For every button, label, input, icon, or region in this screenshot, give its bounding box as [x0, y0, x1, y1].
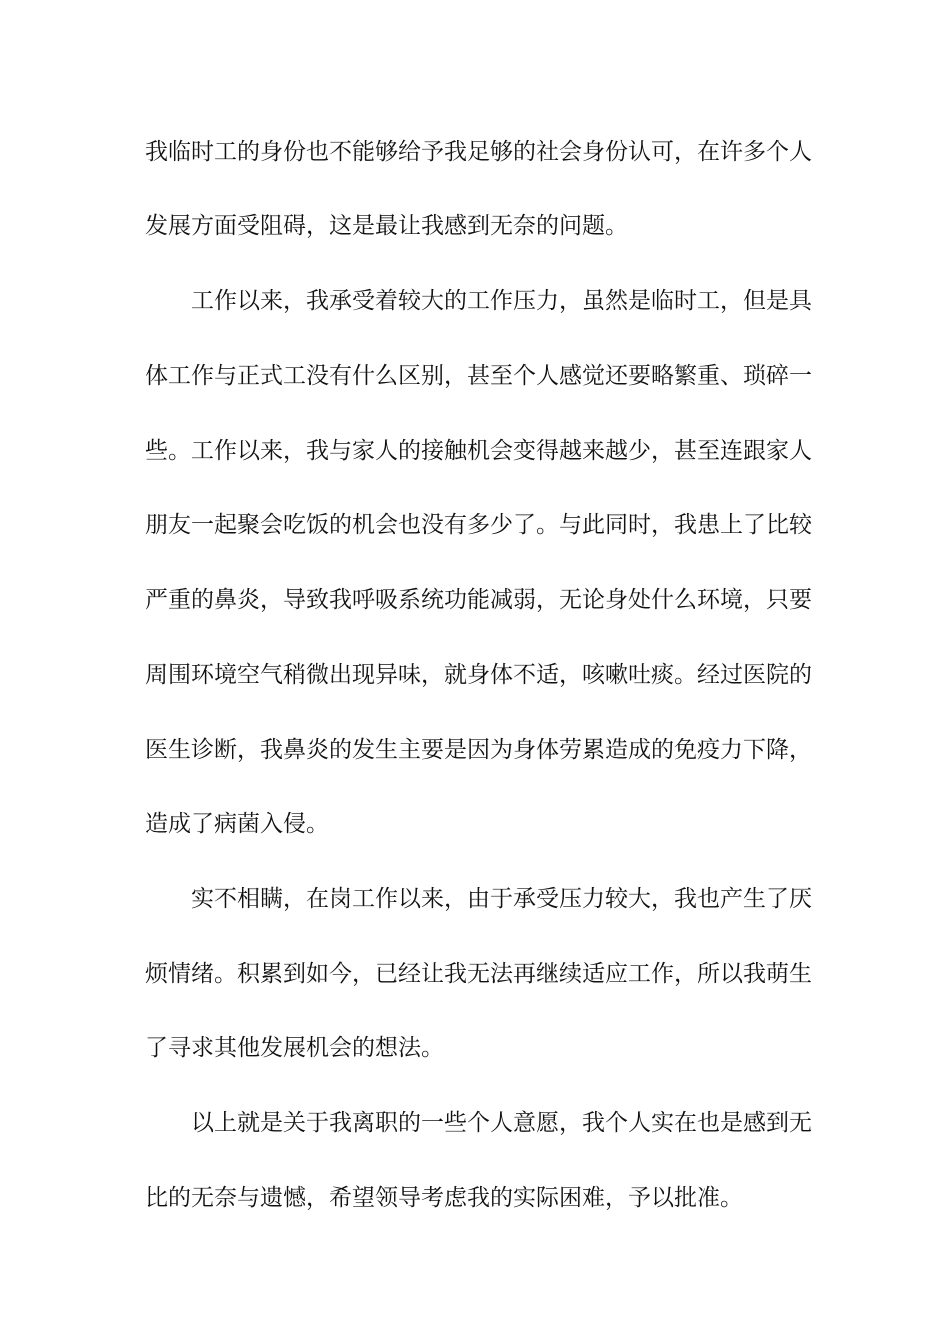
- text-line-7: 严重的鼻炎，导致我呼吸系统功能减弱，无论身处什么环境，只要: [145, 587, 812, 613]
- text-line-15: 比的无奈与遗憾，希望领导考虑我的实际困难，予以批准。: [145, 1185, 743, 1211]
- text-line-13: 了寻求其他发展机会的想法。: [145, 1035, 444, 1061]
- text-line-8: 周围环境空气稍微出现异味，就身体不适，咳嗽吐痰。经过医院的: [145, 662, 812, 688]
- text-line-11: 实不相瞒，在岗工作以来，由于承受压力较大，我也产生了厌: [191, 886, 812, 912]
- text-line-4: 体工作与正式工没有什么区别，甚至个人感觉还要略繁重、琐碎一: [145, 363, 812, 389]
- text-line-1: 我临时工的身份也不能够给予我足够的社会身份认可，在许多个人: [145, 139, 812, 165]
- text-line-14: 以上就是关于我离职的一些个人意愿，我个人实在也是感到无: [191, 1110, 812, 1136]
- text-line-6: 朋友一起聚会吃饭的机会也没有多少了。与此同时，我患上了比较: [145, 512, 812, 538]
- text-line-9: 医生诊断，我鼻炎的发生主要是因为身体劳累造成的免疫力下降，: [145, 737, 812, 763]
- text-line-3: 工作以来，我承受着较大的工作压力，虽然是临时工，但是具: [191, 288, 812, 314]
- text-line-2: 发展方面受阻碍，这是最让我感到无奈的问题。: [145, 213, 628, 239]
- text-line-5: 些。工作以来，我与家人的接触机会变得越来越少，甚至连跟家人: [145, 438, 812, 464]
- text-line-10: 造成了病菌入侵。: [145, 811, 329, 837]
- text-line-12: 烦情绪。积累到如今，已经让我无法再继续适应工作，所以我萌生: [145, 961, 812, 987]
